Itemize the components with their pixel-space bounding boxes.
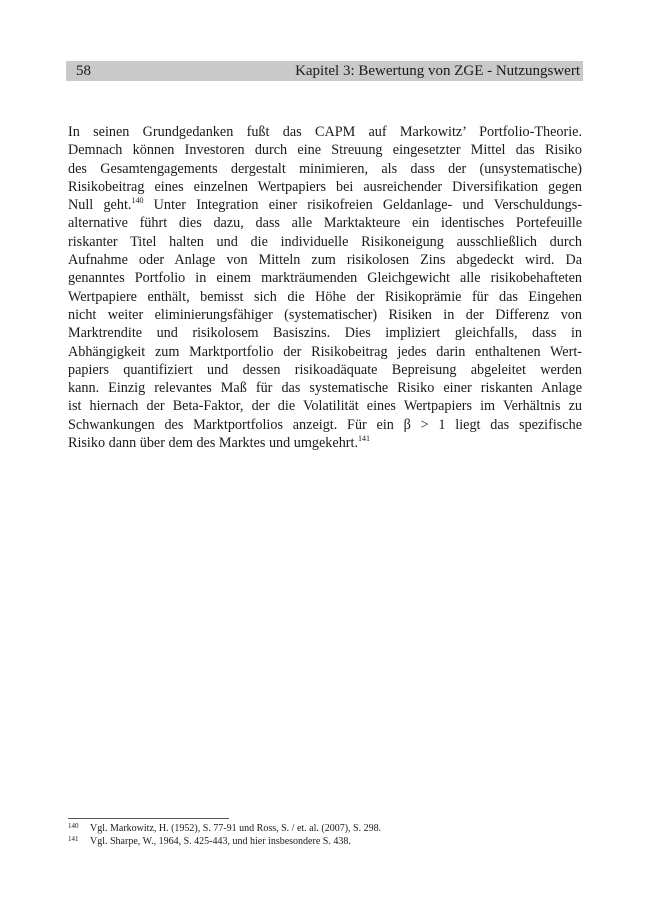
body-line: In seinen Grundgedanken fußt das CAPM auf Markowitz’ Portfolio-Theorie. <box>68 124 582 140</box>
body-line: Risikobeitrag eines einzelnen Wertpapiers bei ausreichender Diversifikation gegen <box>68 178 582 195</box>
body-line: papiers quantifiziert und dessen risikoadäquate Bepreisung abgeleitet werden <box>68 361 582 378</box>
body-line-text: Null geht. <box>68 197 132 214</box>
footnote-ref-140[interactable]: 140 <box>131 196 144 206</box>
body-line <box>68 196 582 214</box>
body-line: Wertpapiere enthält, bemisst sich die Höhe der Risikoprämie für das Eingehen <box>68 288 582 305</box>
body-line: Marktrendite und risikolosem Basiszins. Dies impliziert gleichfalls, dass in <box>68 325 582 342</box>
body-paragraph <box>68 123 582 452</box>
body-line: des Gesamtengagements dergestalt minimieren, als dass der (unsystematische) <box>68 160 582 177</box>
body-line: Schwankungen des Marktportfolios anzeigt. Für ein β > 1 liegt das spezifische <box>68 416 582 433</box>
footnote-text: Vgl. Markowitz, H. (1952), S. 77-91 und Ross, S. / et. al. (2007), S. 298. <box>90 823 382 834</box>
footnotes <box>68 822 582 848</box>
footnote-text: Vgl. Sharpe, W., 1964, S. 425-443, und hier insbesondere S. 438. <box>90 836 351 847</box>
body-line: Abhängigkeit zum Marktportfolio der Risikobeitrag jedes darin enthaltenen Wert- <box>68 343 582 360</box>
footnote-141: 141 Vgl. Sharpe, W., 1964, S. 425-443, und hier insbesondere S. 438. <box>68 835 351 847</box>
chapter-title: Kapitel 3: Bewertung von ZGE - Nutzungswert <box>295 63 580 79</box>
body-line: riskanter Titel halten und die individuelle Risikoneigung ausschließlich durch <box>68 233 582 250</box>
body-line: Demnach können Investoren durch eine Streuung eingesetzter Mittel das Risiko <box>68 142 582 159</box>
page-number: 58 <box>76 63 91 79</box>
body-line: Aufnahme oder Anlage von Mitteln zum risikolosen Zins abgedeckt wird. Da <box>68 252 582 269</box>
body-line: genanntes Portfolio in einem markträumenden Gleichgewicht alle risikobehafteten <box>68 270 582 287</box>
footnote-140: 140 Vgl. Markowitz, H. (1952), S. 77-91 und Ross, S. / et. al. (2007), S. 298. <box>68 822 382 834</box>
running-header <box>66 61 583 81</box>
body-line: kann. Einzig relevantes Maß für das systematische Risiko einer riskanten Anlage <box>68 380 582 397</box>
body-line-text: Risiko dann über dem des Marktes und umgekehrt. <box>68 435 358 452</box>
footnote-ref-141[interactable]: 141 <box>358 434 370 444</box>
footnote-divider <box>68 818 229 819</box>
body-line <box>68 434 582 452</box>
body-line: ist hiernach der Beta-Faktor, der die Volatilität eines Wertpapiers im Verhältnis zu <box>68 398 582 415</box>
body-line: nicht weiter eliminierungsfähiger (systematischer) Risiken in der Differenz von <box>68 306 582 323</box>
body-line-text: Unter Integration einer risikofreien Geldanlage- und Verschuldungs- <box>143 197 582 214</box>
body-line: alternative führt dies dazu, dass alle Marktakteure ein identisches Portefeuille <box>68 215 582 232</box>
